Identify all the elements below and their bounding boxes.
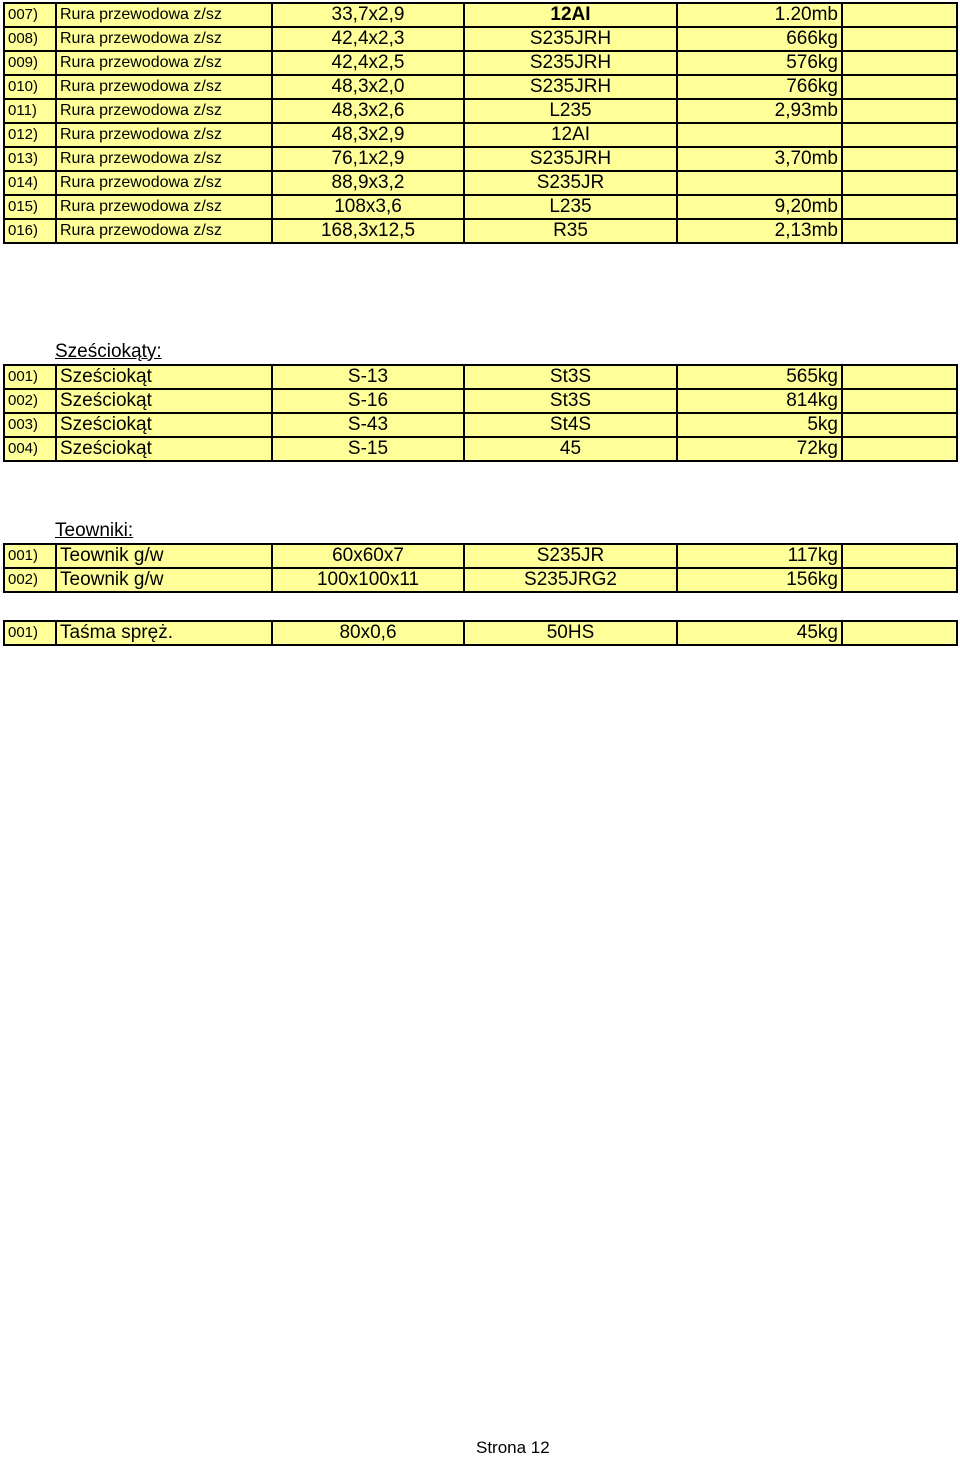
- item-quantity: [677, 171, 842, 195]
- table-row: [4, 437, 957, 461]
- item-name: Rura przewodowa z/sz: [56, 195, 272, 219]
- table-row: [4, 365, 957, 389]
- item-name: Rura przewodowa z/sz: [56, 123, 272, 147]
- row-number: 001): [4, 365, 56, 389]
- item-quantity: 576kg: [677, 51, 842, 75]
- item-grade: St3S: [464, 365, 677, 389]
- empty-cell: [842, 99, 957, 123]
- row-number: 003): [4, 413, 56, 437]
- item-dimension: 80x0,6: [272, 621, 464, 645]
- item-quantity: 156kg: [677, 568, 842, 592]
- row-number: 009): [4, 51, 56, 75]
- item-quantity: 117kg: [677, 544, 842, 568]
- empty-cell: [842, 171, 957, 195]
- row-number: 011): [4, 99, 56, 123]
- table-row: [4, 51, 957, 75]
- row-number: 004): [4, 437, 56, 461]
- item-dimension: 48,3x2,6: [272, 99, 464, 123]
- empty-cell: [842, 195, 957, 219]
- row-number: 015): [4, 195, 56, 219]
- empty-cell: [842, 219, 957, 243]
- item-name: Rura przewodowa z/sz: [56, 27, 272, 51]
- item-name: Rura przewodowa z/sz: [56, 171, 272, 195]
- item-dimension: S-13: [272, 365, 464, 389]
- item-quantity: [677, 123, 842, 147]
- item-grade: L235: [464, 195, 677, 219]
- pipes-table: [3, 2, 958, 244]
- item-grade: 12AI: [464, 3, 677, 27]
- row-number: 002): [4, 568, 56, 592]
- tees-table-body: [4, 544, 957, 592]
- item-quantity: 45kg: [677, 621, 842, 645]
- empty-cell: [842, 437, 957, 461]
- item-grade: R35: [464, 219, 677, 243]
- item-grade: St3S: [464, 389, 677, 413]
- empty-cell: [842, 51, 957, 75]
- empty-cell: [842, 3, 957, 27]
- row-number: 013): [4, 147, 56, 171]
- table-row: [4, 621, 957, 645]
- empty-cell: [842, 365, 957, 389]
- item-quantity: 2,93mb: [677, 99, 842, 123]
- item-quantity: 3,70mb: [677, 147, 842, 171]
- item-quantity: 766kg: [677, 75, 842, 99]
- item-name: Sześciokąt: [56, 437, 272, 461]
- item-quantity: 565kg: [677, 365, 842, 389]
- table-row: [4, 3, 957, 27]
- row-number: 014): [4, 171, 56, 195]
- item-quantity: 9,20mb: [677, 195, 842, 219]
- item-name: Rura przewodowa z/sz: [56, 219, 272, 243]
- table-row: [4, 413, 957, 437]
- item-dimension: 88,9x3,2: [272, 171, 464, 195]
- item-name: Rura przewodowa z/sz: [56, 147, 272, 171]
- hexagons-table-body: [4, 365, 957, 461]
- item-dimension: 76,1x2,9: [272, 147, 464, 171]
- hexagons-heading: Sześciokąty:: [55, 341, 162, 362]
- item-name: Rura przewodowa z/sz: [56, 75, 272, 99]
- table-row: [4, 195, 957, 219]
- hexagons-table: [3, 364, 958, 462]
- empty-cell: [842, 413, 957, 437]
- tees-table: [3, 543, 958, 593]
- tees-heading: Teowniki:: [55, 520, 134, 541]
- item-grade: St4S: [464, 413, 677, 437]
- item-grade: S235JR: [464, 171, 677, 195]
- item-grade: L235: [464, 99, 677, 123]
- item-grade: S235JRG2: [464, 568, 677, 592]
- empty-cell: [842, 27, 957, 51]
- table-row: [4, 171, 957, 195]
- item-dimension: 60x60x7: [272, 544, 464, 568]
- tape-table: [3, 620, 958, 646]
- empty-cell: [842, 621, 957, 645]
- row-number: 010): [4, 75, 56, 99]
- item-dimension: S-15: [272, 437, 464, 461]
- empty-cell: [842, 147, 957, 171]
- item-quantity: 5kg: [677, 413, 842, 437]
- item-quantity: 666kg: [677, 27, 842, 51]
- pipes-table-body: [4, 3, 957, 243]
- item-name: Teownik g/w: [56, 568, 272, 592]
- item-name: Rura przewodowa z/sz: [56, 3, 272, 27]
- item-grade: 12AI: [464, 123, 677, 147]
- item-name: Sześciokąt: [56, 413, 272, 437]
- item-quantity: 72kg: [677, 437, 842, 461]
- item-dimension: S-16: [272, 389, 464, 413]
- item-grade: S235JR: [464, 544, 677, 568]
- row-number: 001): [4, 621, 56, 645]
- tape-table-body: [4, 621, 957, 645]
- item-grade: S235JRH: [464, 51, 677, 75]
- row-number: 016): [4, 219, 56, 243]
- table-row: [4, 219, 957, 243]
- table-row: [4, 147, 957, 171]
- item-dimension: S-43: [272, 413, 464, 437]
- item-dimension: 48,3x2,0: [272, 75, 464, 99]
- row-number: 002): [4, 389, 56, 413]
- item-dimension: 108x3,6: [272, 195, 464, 219]
- row-number: 001): [4, 544, 56, 568]
- empty-cell: [842, 389, 957, 413]
- item-name: Rura przewodowa z/sz: [56, 51, 272, 75]
- table-row: [4, 544, 957, 568]
- item-name: Sześciokąt: [56, 365, 272, 389]
- table-row: [4, 123, 957, 147]
- item-dimension: 42,4x2,5: [272, 51, 464, 75]
- item-name: Sześciokąt: [56, 389, 272, 413]
- item-grade: 50HS: [464, 621, 677, 645]
- row-number: 012): [4, 123, 56, 147]
- empty-cell: [842, 75, 957, 99]
- item-grade: 45: [464, 437, 677, 461]
- item-name: Rura przewodowa z/sz: [56, 99, 272, 123]
- table-row: [4, 389, 957, 413]
- empty-cell: [842, 568, 957, 592]
- item-name: Teownik g/w: [56, 544, 272, 568]
- item-grade: S235JRH: [464, 147, 677, 171]
- item-dimension: 100x100x11: [272, 568, 464, 592]
- table-row: [4, 568, 957, 592]
- item-dimension: 48,3x2,9: [272, 123, 464, 147]
- row-number: 007): [4, 3, 56, 27]
- page-number-footer: Strona 12: [476, 1438, 550, 1457]
- empty-cell: [842, 123, 957, 147]
- item-grade: S235JRH: [464, 75, 677, 99]
- item-grade: S235JRH: [464, 27, 677, 51]
- row-number: 008): [4, 27, 56, 51]
- item-quantity: 814kg: [677, 389, 842, 413]
- empty-cell: [842, 544, 957, 568]
- item-name: Taśma spręż.: [56, 621, 272, 645]
- item-quantity: 2,13mb: [677, 219, 842, 243]
- table-row: [4, 99, 957, 123]
- item-dimension: 33,7x2,9: [272, 3, 464, 27]
- table-row: [4, 75, 957, 99]
- item-dimension: 168,3x12,5: [272, 219, 464, 243]
- item-dimension: 42,4x2,3: [272, 27, 464, 51]
- table-row: [4, 27, 957, 51]
- item-quantity: 1.20mb: [677, 3, 842, 27]
